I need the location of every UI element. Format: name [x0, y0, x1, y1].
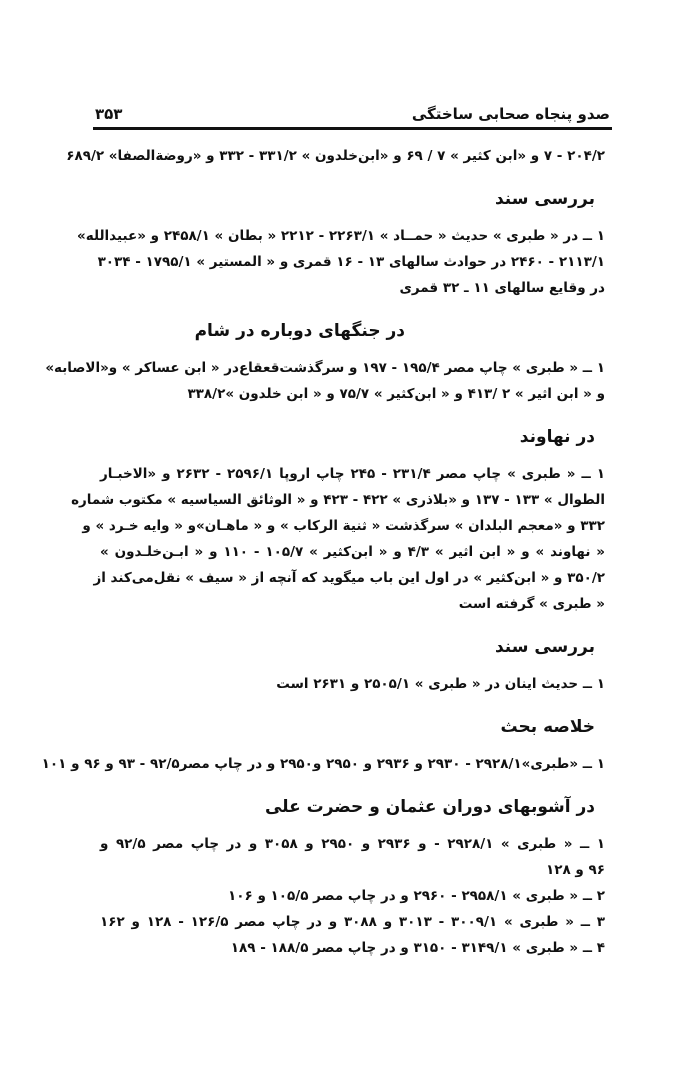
spacer: [100, 663, 605, 671]
reference-line: ۱ ــ « طبری » ۲۹۲۸/۱ - و ۲۹۳۶ و ۲۹۵۰ و ۳۰۵۸ و در چاپ مصر ۹۲/۵ و: [100, 836, 605, 852]
continuation-line: ۲۰۴/۲ - ۷ و «ابن کثیر » ۷ / ۶۹ و «ابن‌خلدون » ۳۳۱/۲ - ۳۳۲ و «روضة‌الصفا» ۶۸۹/۲: [66, 148, 605, 164]
running-title: صدو پنجاه صحابی ساختگی: [411, 105, 610, 123]
page-body: [41, 143, 605, 961]
spacer: [100, 617, 605, 631]
section-heading: در آشوبهای دوران عثمان و حضرت علی: [264, 797, 595, 817]
reference-line: ۲ ــ « طبری » ۲۹۵۸/۱ - ۲۹۶۰ و در چاپ مصر ۱۰۵/۵ و ۱۰۶: [228, 888, 605, 904]
spacer: [100, 347, 605, 355]
section-heading: در نهاوند: [519, 427, 595, 447]
reference-line: ۳۵۰/۲ و « ابن‌کثیر » در اول این باب میگوید که آنچه از « سیف » نقل‌می‌کند از: [93, 570, 605, 586]
spacer: [100, 169, 605, 183]
reference-line: ۱ ــ « طبری » چاپ مصر ۲۳۱/۴ - ۲۴۵ چاپ اروپا ۲۵۹۶/۱ - ۲۶۳۲ و «الاخبـار: [100, 466, 605, 482]
reference-line: ۲۱۱۳/۱ - ۲۴۶۰ در حوادث سالهای ۱۳ - ۱۶ قمری و « المستیر » ۱۷۹۵/۱ - ۳۰۳۴: [97, 254, 605, 270]
section-heading: خلاصه بحث: [500, 717, 595, 737]
header-rule: [93, 127, 612, 130]
spacer: [100, 301, 605, 315]
reference-line: ۱ ــ « طبری » چاپ مصر ۱۹۵/۴ - ۱۹۷ و سرگذشت‌قعقاع‌در « ابن عساکر » و«الاصابه»: [45, 360, 605, 376]
reference-line: « نهاوند » و « ابن اثیر » ۴/۳ و « ابن‌کثیر » ۱۰۵/۷ - ۱۱۰ و « ابـن‌خلـدون »: [100, 544, 605, 560]
reference-line: ۱ ــ در « طبری » حدیث « حمــاد » ۲۲۶۳/۱ - ۲۲۱۲ « بطان » ۲۴۵۸/۱ و «عبیدالله»: [77, 228, 605, 244]
section-heading: بررسی سند: [494, 189, 595, 209]
spacer: [100, 777, 605, 791]
reference-line: ۳۳۲ و «معجم البلدان » سرگذشت « ثنیة الرکاب » و « ماهـان»و « وایه خـرد » و: [82, 518, 605, 534]
reference-line: در وقایع سالهای ۱۱ ـ ۳۲ قمری: [399, 280, 605, 296]
reference-line: و « ابن اثیر » ۲ /۴۱۳ و « ابن‌کثیر » ۷۵/۷ و « ابن خلدون »۳۳۸/۲: [187, 386, 605, 402]
spacer: [100, 823, 605, 831]
reference-line: ۳ ــ « طبری » ۳۰۰۹/۱ - ۳۰۱۳ و ۳۰۸۸ و در چاپ مصر ۱۲۶/۵ - ۱۲۸ و ۱۶۲: [100, 914, 605, 930]
spacer: [100, 407, 605, 421]
spacer: [100, 453, 605, 461]
page-number: ۳۵۳: [95, 105, 123, 123]
reference-line: ۱ ــ «طبری»۲۹۲۸/۱ - ۲۹۳۰ و ۲۹۳۶ و ۲۹۵۰ و۲۹۵۰ و در چاپ مصر۹۲/۵ - ۹۳ و ۹۶ و ۱۰۱: [41, 756, 605, 772]
spacer: [100, 697, 605, 711]
reference-line: ۴ ــ « طبری » ۳۱۴۹/۱ - ۳۱۵۰ و در چاپ مصر ۱۸۸/۵ - ۱۸۹: [230, 940, 605, 956]
reference-line: ۹۶ و ۱۲۸: [545, 862, 605, 878]
reference-line: ۱ ــ حدیث اینان در « طبری » ۲۵۰۵/۱ و ۲۶۳۱ است: [276, 676, 605, 692]
section-heading: بررسی سند: [494, 637, 595, 657]
section-heading: در جنگهای دوباره در شام: [194, 321, 405, 341]
reference-line: « طبری » گرفته است: [458, 596, 605, 612]
spacer: [100, 215, 605, 223]
reference-line: الطوال » ۱۳۳ - ۱۳۷ و «بلاذری » ۴۲۲ - ۴۲۳ و « الوثائق السیاسیه » مکتوب شماره: [71, 492, 605, 508]
spacer: [100, 743, 605, 751]
